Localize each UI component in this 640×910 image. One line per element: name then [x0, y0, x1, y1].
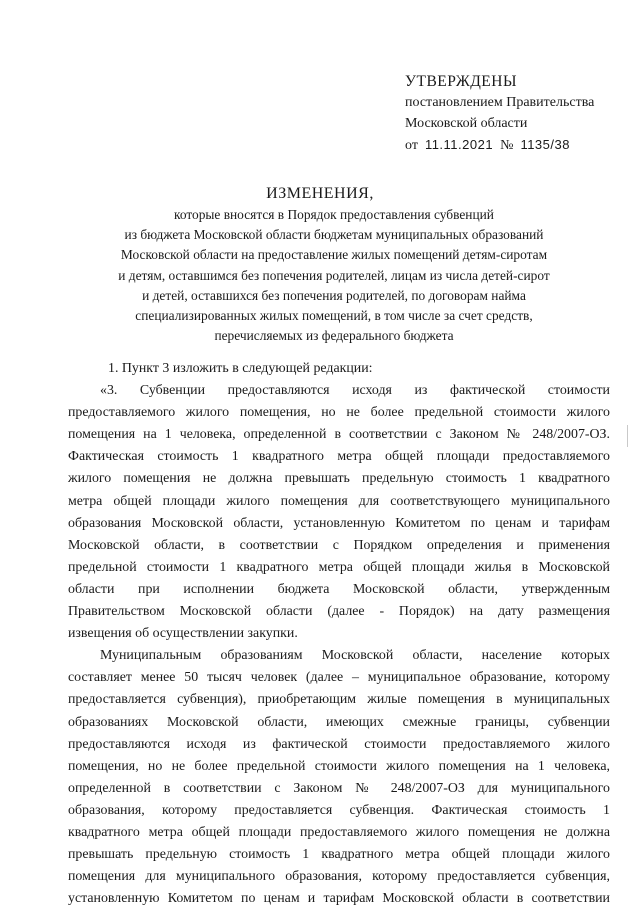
text-line: помещения, но не более предельной стоимости жилого помещения на 1 человека, [68, 758, 610, 774]
subtitle-line: и детей, оставшихся без попечения родителей, по договорам найма [142, 287, 526, 303]
text-line: предоставляются исходя из фактической стоимости предоставляемого жилого [68, 736, 610, 752]
text-line: квадратного метра общей площади предоставляемого жилого помещения не должна [68, 824, 610, 840]
subtitle-line: специализированных жилых помещений, в том числе за счет средств, [135, 308, 533, 324]
approval-title: УТВЕРЖДЕНЫ [405, 73, 517, 90]
text-line: предоставляемого жилого помещения, но не более предельной стоимости жилого [68, 405, 610, 421]
text-line: образованиях Московской области, имеющих смежные границы, субвенции [68, 714, 610, 730]
subtitle-line: из бюджета Московской области бюджетам муниципальных образований [124, 227, 544, 243]
subtitle-line: Московской области на предоставление жилых помещений детям-сиротам [120, 247, 548, 263]
text-line: извещения об осуществлении закупки. [68, 626, 298, 642]
text-line: Московской области, в соответствии с Порядком определения и применения [68, 537, 610, 553]
text-line: образования, которому предоставляется субвенция. Фактическая стоимость 1 [68, 802, 610, 818]
document-body [68, 358, 610, 910]
text-line: превышать предельную стоимость 1 квадратного метра общей площади жилого [68, 847, 610, 863]
paragraph-municipal [68, 645, 610, 910]
scan-edge-mark [627, 425, 628, 447]
approval-block [405, 71, 594, 156]
text-line: помещения на 1 человека, определенной в соответствии с Законом № 248/2007-ОЗ. [68, 427, 610, 443]
text-line: помещения для муниципального образования, которому предоставляется субвенция, [68, 869, 610, 885]
text-line: метра общей площади жилого помещения для соответствующего муниципального [68, 493, 610, 509]
paragraph-item-3 [68, 380, 610, 645]
text-line: предоставляется субвенция), приобретающим жилые помещения в муниципальных [68, 692, 610, 708]
text-line: Муниципальным образованиям Московской области, население которых [100, 648, 610, 664]
text-line: области при исполнении бюджета Московской области, утвержденным [68, 581, 610, 597]
text-line: составляет менее 50 тысяч человек (далее – муниципальное образование, которому [68, 670, 610, 686]
approval-reference [405, 134, 594, 156]
document-title: ИЗМЕНЕНИЯ, [266, 185, 374, 202]
text-line: определенной в соответствии с Законом № 248/2007-ОЗ для муниципального [68, 780, 610, 796]
text-line: Фактическая стоимость 1 квадратного метра общей площади предоставляемого [68, 449, 610, 465]
text-line: «3. Субвенции предоставляются исходя из фактической стоимости [100, 383, 610, 399]
approval-date: 11.11.2021 [424, 137, 494, 152]
approval-line-1: постановлением Правительства [405, 95, 595, 110]
subtitle-line: которые вносятся в Порядок предоставления субвенций [174, 207, 494, 222]
text-line: образования Московской области, установленную Комитетом по ценам и тарифам [68, 515, 610, 531]
document-subtitle [98, 205, 570, 346]
approval-line-2: Московской области [405, 116, 528, 131]
approval-number-sign: № [500, 138, 514, 153]
subtitle-line: и детям, оставшимся без попечения родителей, лицам из числа детей-сирот [118, 267, 550, 283]
approval-from-prefix: от [405, 138, 418, 153]
text-line: предельной стоимости 1 квадратного метра общей площади жилья в Московской [68, 559, 610, 575]
text-line: жилого помещения не должна превышать предельную стоимость 1 квадратного [68, 471, 610, 487]
item-1-label: 1. Пункт 3 изложить в следующей редакции: [108, 361, 373, 376]
approval-number: 1135/38 [520, 137, 570, 152]
text-line: установленную Комитетом по ценам и тарифам Московской области в соответствии [68, 891, 610, 907]
text-line: Правительством Московской области (далее - Порядок) на дату размещения [68, 604, 610, 620]
subtitle-line: перечисляемых из федерального бюджета [214, 328, 454, 344]
